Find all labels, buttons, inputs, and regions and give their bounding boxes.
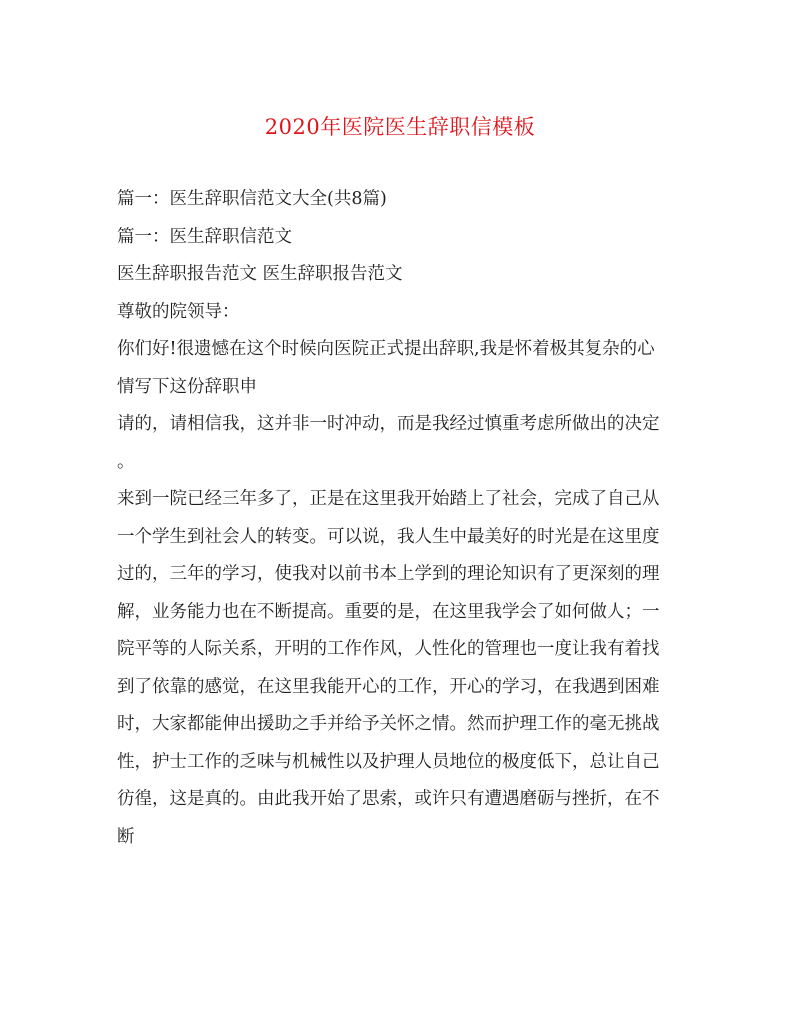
text-line-11: 过的，三年的学习，使我对以前书本上学到的理论知识有了更深刻的理 — [117, 564, 660, 584]
text-line-13: 院平等的人际关系，开明的工作作风，人性化的管理也一度让我有着找 — [117, 639, 660, 659]
text-line-17: 彷徨，这是真的。由此我开始了思索，或许只有遭遇磨砺与挫折，在不 — [117, 789, 660, 809]
text-line-16: 性，护士工作的乏味与机械性以及护理人员地位的极度低下，总让自己 — [117, 751, 660, 772]
text-line-2: 篇一：医生辞职信范文 — [117, 226, 292, 247]
text-line-8: 。 — [117, 451, 135, 472]
text-line-5: 你们好!很遗憾在这个时候向医院正式提出辞职,我是怀着极其复杂的心 — [117, 339, 655, 359]
text-line-15: 时，大家都能伸出援助之手并给予关怀之情。然而护理工作的毫无挑战 — [117, 714, 660, 734]
text-line-1: 篇一：医生辞职信范文大全(共8篇) — [117, 189, 387, 209]
text-line-3: 医生辞职报告范文 医生辞职报告范文 — [117, 264, 403, 284]
document-body — [117, 181, 689, 856]
salutation: 尊敬的院领导： — [117, 301, 240, 322]
text-line-18: 断 — [117, 826, 135, 847]
document-title: 2020年医院医生辞职信模板 — [264, 115, 536, 139]
text-line-6: 情写下这份辞职申 — [117, 376, 257, 397]
text-line-14: 到了依靠的感觉，在这里我能开心的工作，开心的学习，在我遇到困难 — [117, 676, 660, 697]
text-line-10: 一个学生到社会人的转变。可以说，我人生中最美好的时光是在这里度 — [117, 526, 660, 547]
text-line-7: 请的，请相信我，这并非一时冲动，而是我经过慎重考虑所做出的决定 — [117, 414, 660, 434]
text-line-9: 来到一院已经三年多了，正是在这里我开始踏上了社会，完成了自己从 — [117, 489, 660, 509]
text-line-12: 解，业务能力也在不断提高。重要的是，在这里我学会了如何做人；一 — [117, 601, 660, 622]
